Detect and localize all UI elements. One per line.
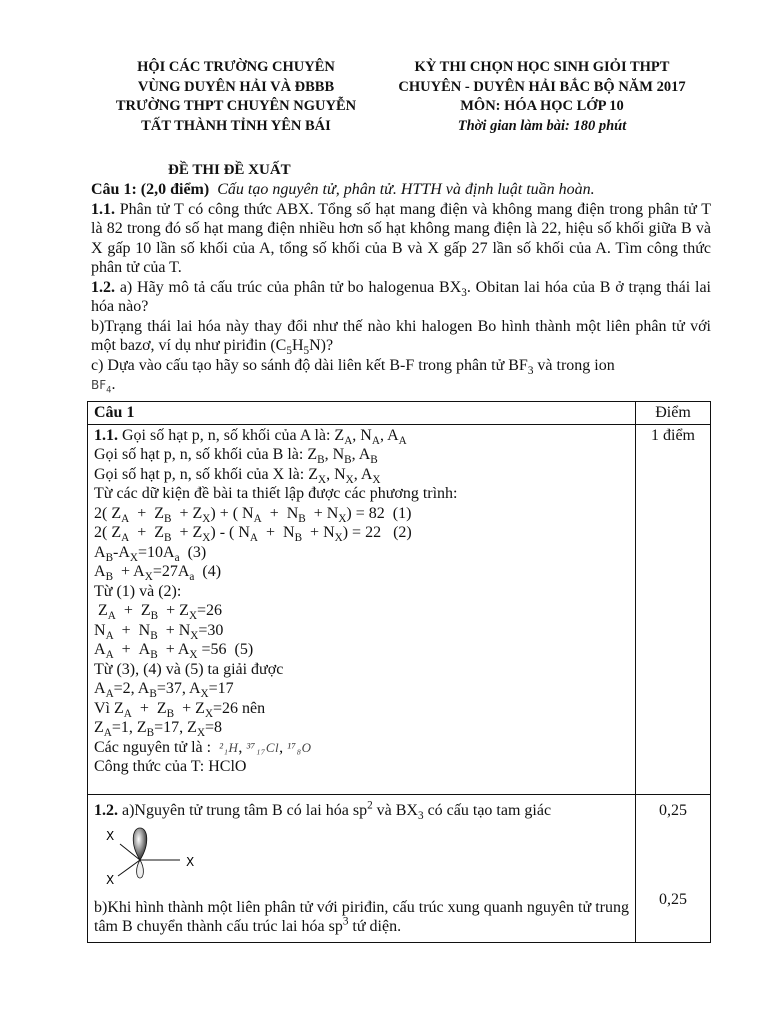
question-1: [91, 180, 711, 396]
equation: $Z_A + Z_B + Z_X=26$: [94, 602, 223, 623]
table-row: [88, 424, 711, 794]
answer-cell: [88, 794, 636, 942]
question-topic: Cấu tạo nguyên tử, phân tử. HTTH và định luật tuần hoàn.: [217, 181, 595, 198]
subscript: 4: [106, 384, 112, 395]
subscript: 3: [461, 286, 467, 299]
header-left-line: VÙNG DUYÊN HẢI VÀ ĐBBB: [137, 78, 335, 95]
equation: 2( $Z_A + Z_B + Z_X$) + ( $N_A + N_B + N_X) = 82$ (1): [94, 504, 412, 525]
subscript: 3: [527, 364, 534, 377]
equation: 2( $Z_A + Z_B + Z_X$) - ( $N_A + N_B + N_X) = 22$ (2): [94, 524, 412, 545]
header-right: [378, 58, 706, 136]
header-right-line: MÔN: HÓA HỌC LỚP 10: [460, 98, 624, 114]
equation: $A_B + A_X=27A_a$ (4): [94, 563, 222, 584]
part-1-2a-text: a) Hãy mô tả cấu trúc của phân tử bo halogenua BX: [119, 278, 462, 296]
equation: $A_A + A_B + A_X =56$ (5): [94, 641, 254, 662]
subscript: 5: [286, 345, 292, 358]
question-label: Câu 1: (2,0 điểm): [91, 181, 210, 198]
header-text: Câu 1: [94, 404, 135, 421]
answer-table: [87, 401, 711, 943]
header-left: [96, 58, 376, 136]
orbital-lobe-upper: [133, 828, 147, 860]
header-cell: Điểm: [636, 402, 711, 425]
part-1-2b-text: H: [291, 337, 304, 354]
equation: $Z_A=1$, $Z_B=17$, $Z_X=8$: [94, 719, 223, 740]
equation: $A_A=2$, $A_B=37$, $A_X=17$: [94, 680, 234, 701]
isotope-h: ²₁H: [219, 739, 239, 755]
superscript: 2: [367, 799, 373, 812]
answer-line: [94, 898, 629, 937]
eq-value: =30: [198, 621, 224, 639]
eq-value: =1, Z: [111, 719, 147, 736]
answer-line: Gọi số hạt p, n, số khối của B là: Z: [94, 446, 318, 463]
atoms-label: Các nguyên tử là :: [94, 738, 212, 756]
header-cell: [88, 402, 636, 425]
part-label: 1.1.: [91, 200, 115, 218]
eq-value: =37, A: [156, 680, 201, 697]
answer-text: tứ diện.: [348, 918, 402, 935]
bf4-ion: [91, 378, 112, 395]
isotope-o: ¹⁷₈O: [287, 739, 312, 755]
header-right-line: KỲ THI CHỌN HỌC SINH GIỎI THPT: [414, 59, 670, 75]
score-value: 0,25: [659, 891, 687, 908]
eq-number: (2): [393, 524, 412, 541]
eq-value: Vì Z: [94, 699, 124, 717]
answer-text: b)Khi hình thành một liên phân tử với piriđin, cấu trúc xung quanh nguyên tử trung tâm B chuyển thành cấu trúc lai hóa sp: [94, 898, 629, 935]
eq-value: =17: [208, 680, 234, 697]
equation: Vì $Z_A + Z_B + Z_X=26$ nên: [94, 699, 266, 720]
part-1-2c-text: c) Dựa vào cấu tạo hãy so sánh độ dài liên kết B-F trong phân tử BF: [91, 356, 528, 374]
part-1-2a-text: . Obitan lai hóa của B ở trạng thái lai hóa nào?: [91, 278, 711, 315]
eq-value: =10A: [138, 543, 175, 561]
part-1-2c-text: và trong ion: [533, 356, 615, 374]
isotope-cl: ³⁷₁₇Cl: [246, 739, 280, 755]
orbital-lobe-lower: [137, 860, 144, 878]
answer-line: Gọi số hạt p, n, số khối của A là: Z: [122, 426, 345, 444]
answer-line: và BX: [372, 801, 418, 819]
eq-number: (4): [202, 563, 222, 580]
answer-line: Công thức của T: HClO: [94, 758, 247, 775]
eq-value: = 22: [352, 524, 382, 541]
exam-title: ĐỀ THI ĐỀ XUẤT: [168, 162, 291, 178]
orbital-x-label: X: [106, 829, 115, 843]
subscript: 5: [303, 345, 310, 358]
part-label: 1.2.: [94, 801, 118, 819]
answer-line: Từ (1) và (2):: [94, 582, 182, 600]
sp2-orbital-diagram: [102, 826, 232, 890]
eq-number: (5): [234, 641, 254, 658]
part-label: 1.1.: [94, 426, 118, 444]
header-left-line: TRƯỜNG THPT CHUYÊN NGUYỄN: [115, 98, 357, 114]
header-left-line: HỘI CÁC TRƯỜNG CHUYÊN: [137, 59, 335, 75]
answer-line: có cấu tạo tam giác: [423, 801, 552, 819]
equation: $A_B-A_X=10A_a$ (3): [94, 543, 207, 564]
answer-line: Từ (3), (4) và (5) ta giải được: [94, 660, 284, 678]
eq-number: (1): [392, 504, 412, 522]
part-1-2b-text: b)Trạng thái lai hóa này thay đổi như thế nào khi halogen Bo hình thành một liên phân tử với một bazơ, ví dụ như piriđin (C: [91, 317, 711, 354]
eq-value: =26: [197, 602, 223, 619]
answer-cell: 1.1. Gọi số hạt p, n, số khối của A là: $Z_A$, $N_A$, $A_A$ Gọi số hạt p, n, số khối của B là: $Z_B$, $N_B$, $A_B$ Gọi số hạt p, n, số khối của X là: $Z_X$, $N_X$, $A_X$ Từ các dữ kiện đề bài ta thiết lập được các phương trình: 2( $Z_A + Z_B + Z_X$) + ( $N_A + N_B + N_X) = 82$ (1) 2( $Z_A + Z_B + Z_X$) - ( $N_A + N_B + N_X) = 22$ (2) $A_B-A_X=10A_a$ (3) $A_B + A_X=27A_a$ (4) Từ (1) và (2): $Z_A + Z_B + Z_X=26$ $N_A + N_B + N_X=30$ $A_A + A_B + A_X =56$ (5) Từ (3), (4) và (5) ta giải được $A_A=2$, $A_B=37$, $A_X=17$ Vì $Z_A + Z_B + Z_X=26$ nên $Z_A=1$, $Z_B=17$, $Z_X=8$ Các nguyên tử là : ²₁H, ³⁷₁₇Cl, ¹⁷₈O Công thức của T: HClO: [88, 424, 636, 794]
orbital-x-label: X: [186, 855, 195, 869]
header-right-line: CHUYÊN - DUYÊN HẢI BẮC BỘ NĂM 2017: [398, 78, 686, 95]
eq-value: =27A: [152, 563, 190, 580]
part-1-2b-text: N)?: [309, 337, 334, 354]
equation: $N_A + N_B + N_X=30$: [94, 621, 224, 642]
punctuation: .: [111, 376, 116, 393]
eq-value: =17, Z: [154, 719, 197, 736]
subscript: 3: [417, 809, 424, 822]
ion-text: BF: [91, 378, 107, 392]
score-value: 0,25: [659, 801, 687, 819]
header-left-line: TẤT THÀNH TỈNH YÊN BÁI: [141, 117, 331, 134]
eq-value: =26 nên: [213, 699, 266, 717]
orbital-x-label: X: [106, 873, 115, 887]
eq-value: =56: [201, 641, 227, 658]
time-note: Thời gian làm bài: 180 phút: [457, 117, 627, 134]
superscript: 3: [342, 915, 349, 928]
answer-line: Các nguyên tử là : ²₁H, ³⁷₁₇Cl, ¹⁷₈O: [94, 738, 312, 756]
answer-line: Gọi số hạt p, n, số khối của X là: Z: [94, 465, 318, 483]
eq-value: = 82: [355, 504, 385, 522]
eq-number: (3): [187, 543, 207, 561]
eq-value: =2, A: [113, 680, 150, 697]
table-header-row: [88, 402, 711, 425]
eq-value: =8: [205, 719, 223, 736]
answer-line: a)Nguyên tử trung tâm B có lai hóa sp: [122, 801, 368, 819]
part-1-1-text: Phân tử T có công thức ABX. Tổng số hạt mang điện và không mang điện trong phân tử T là 82 trong đó số hạt mang điện nhiều hơn số hạt không mang điện là 22, hiệu số khối giữa B và X gấp 10 lần số khối của A, tổng số khối của B và X gấp 27 lần số khối của A. Tìm công thức phân tử của T.: [91, 200, 712, 276]
table-row: [88, 794, 711, 942]
answer-line: Từ các dữ kiện đề bài ta thiết lập được các phương trình:: [94, 485, 458, 502]
part-label: 1.2.: [91, 278, 115, 296]
score-cell: 1 điểm: [636, 424, 711, 794]
score-cell: [636, 794, 711, 942]
